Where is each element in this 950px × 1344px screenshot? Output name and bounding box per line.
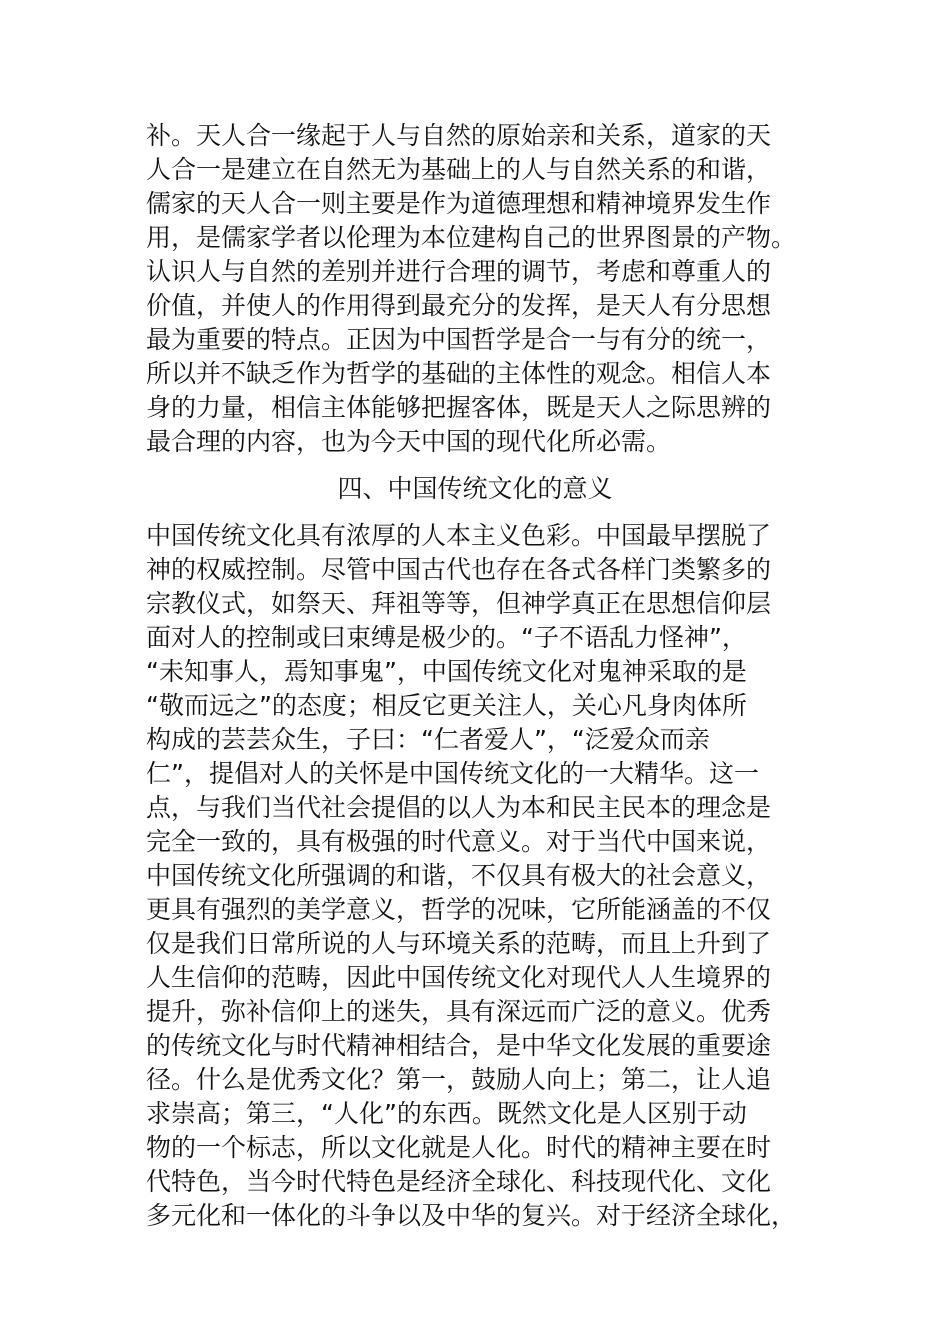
text-line: 多元化和一体化的斗争以及中华的复兴。对于经济全球化， (146, 1201, 797, 1230)
text-line: 认识人与自然的差别并进行合理的调节，考虑和尊重人的 (146, 257, 772, 286)
paragraph-tianren (146, 119, 806, 459)
text-line: 仅是我们日常所说的人与环境关系的范畴，而且上升到了 (146, 929, 772, 958)
text-line: “未知事人，焉知事鬼”，中国传统文化对鬼神采取的是 (146, 657, 747, 686)
text-line: 点，与我们当代社会提倡的以人为本和民主民本的理念是 (146, 793, 772, 822)
text-line: 中国传统文化所强调的和谐，不仅具有极大的社会意义， (146, 861, 772, 890)
text-line: 身的力量，相信主体能够把握客体，既是天人之际思辨的 (146, 393, 772, 422)
text-line: 面对人的控制或曰束缚是极少的。“子不语乱力怪神”， (146, 623, 747, 652)
text-line: 更具有强烈的美学意义，哲学的况味，它所能涵盖的不仅 (146, 895, 772, 924)
text-line: 所以并不缺乏作为哲学的基础的主体性的观念。相信人本 (146, 359, 772, 388)
text-line: 价值，并使人的作用得到最充分的发挥，是天人有分思想 (146, 291, 772, 320)
text-line: 儒家的天人合一则主要是作为道德理想和精神境界发生作 (146, 189, 772, 218)
text-line: 求崇高；第三，“人化”的东西。既然文化是人区别于动 (146, 1099, 747, 1128)
text-line: 最为重要的特点。正因为中国哲学是合一与有分的统一， (146, 325, 772, 354)
text-line: 完全一致的，具有极强的时代意义。对于当代中国来说， (146, 827, 772, 856)
text-line: 物的一个标志，所以文化就是人化。时代的精神主要在时 (146, 1133, 772, 1162)
text-line: 最合理的内容，也为今天中国的现代化所必需。 (146, 427, 672, 456)
text-line: 神的权威控制。尽管中国古代也存在各式各样门类繁多的 (146, 555, 772, 584)
text-line: “敬而远之”的态度；相反它更关注人，关心凡身肉体所 (146, 691, 747, 720)
text-line: 提升，弥补信仰上的迷失，具有深远而广泛的意义。优秀 (146, 997, 772, 1026)
text-line: 仁”，提倡对人的关怀是中国传统文化的一大精华。这一 (146, 759, 759, 788)
text-line: 代特色，当今时代特色是经济全球化、科技现代化、文化 (146, 1167, 772, 1196)
paragraph-meaning (146, 519, 806, 1233)
section-heading: 四、中国传统文化的意义 (337, 474, 613, 503)
text-line: 的传统文化与时代精神相结合，是中华文化发展的重要途 (146, 1031, 772, 1060)
text-line: 中国传统文化具有浓厚的人本主义色彩。中国最早摆脱了 (146, 521, 772, 550)
text-line: 用，是儒家学者以伦理为本位建构自己的世界图景的产物。 (146, 223, 797, 252)
text-line: 人生信仰的范畴，因此中国传统文化对现代人人生境界的 (146, 963, 772, 992)
text-line: 补。天人合一缘起于人与自然的原始亲和关系，道家的天 (146, 121, 772, 150)
text-line: 径。什么是优秀文化？第一，鼓励人向上；第二，让人追 (146, 1065, 772, 1094)
text-line: 构成的芸芸众生，子曰：“仁者爱人”，“泛爱众而亲 (146, 725, 710, 754)
text-line: 人合一是建立在自然无为基础上的人与自然关系的和谐， (146, 155, 772, 184)
text-line: 宗教仪式，如祭天、拜祖等等，但神学真正在思想信仰层 (146, 589, 772, 618)
